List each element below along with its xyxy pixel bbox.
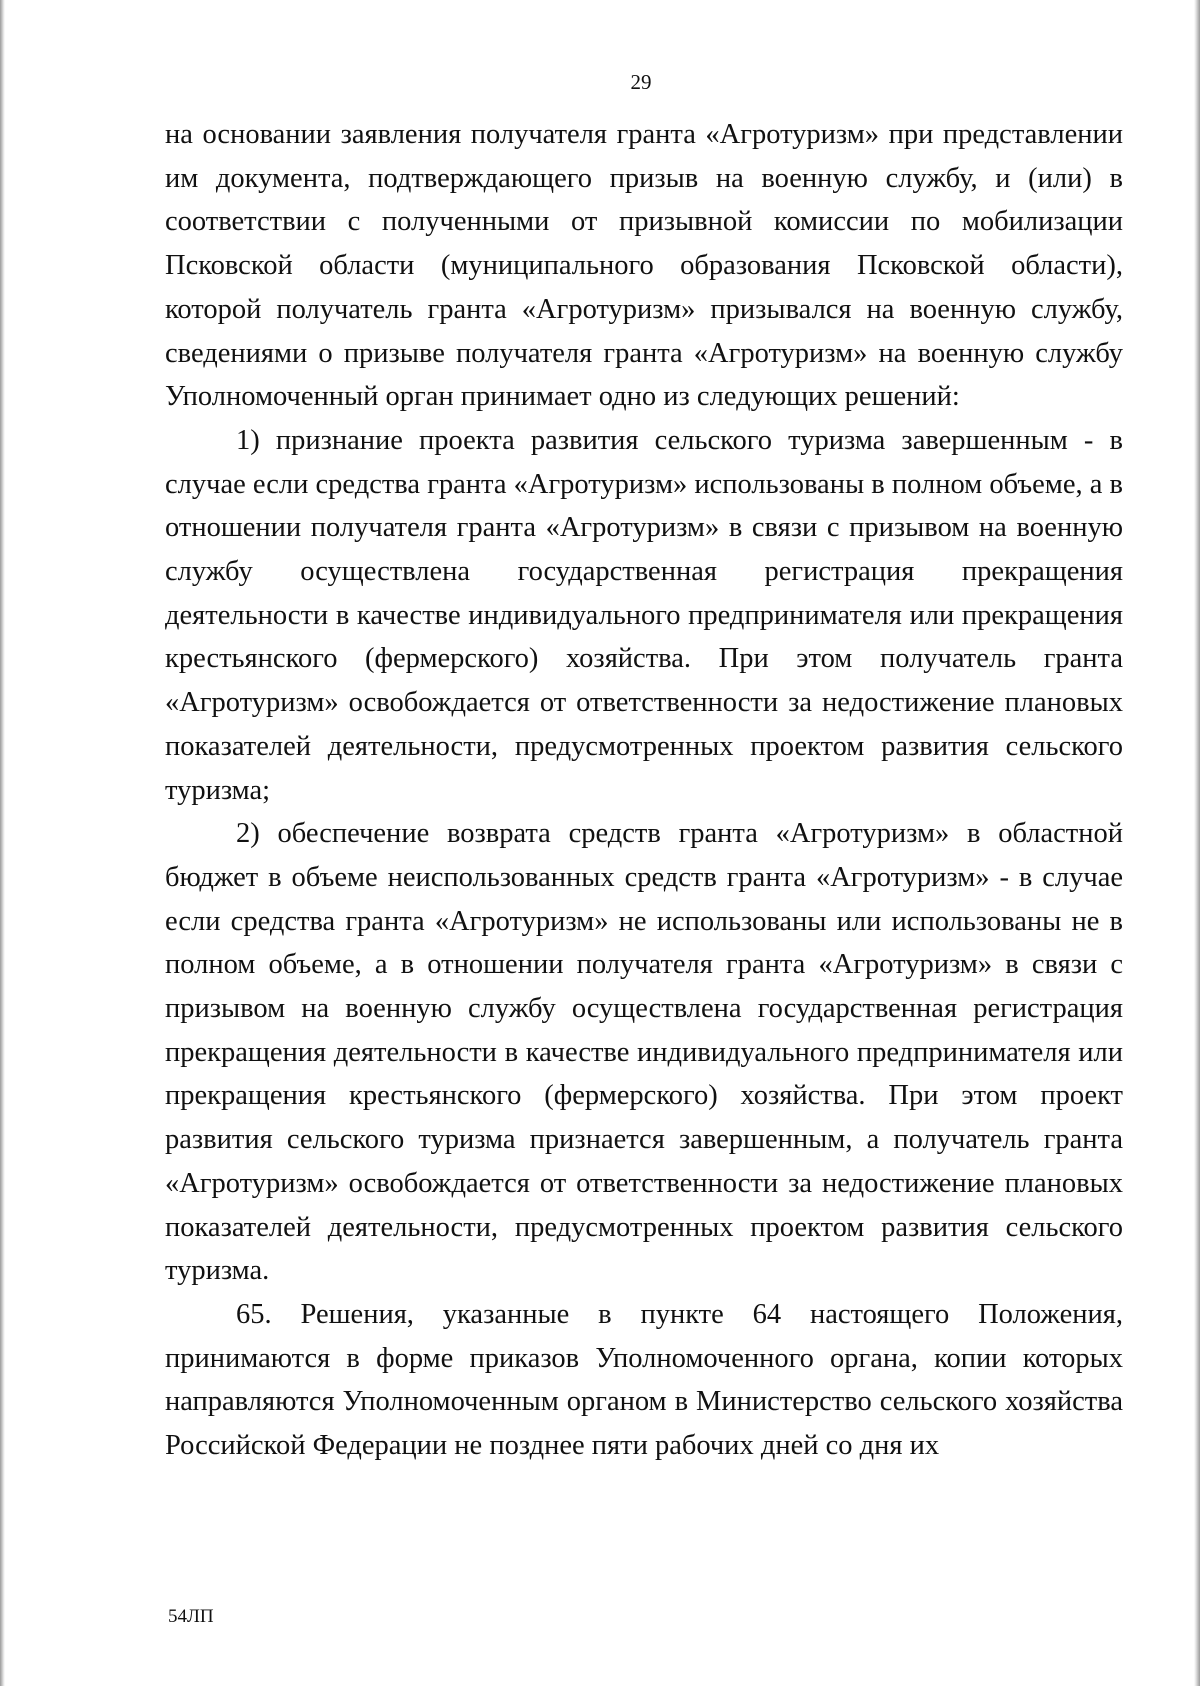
document-body (165, 113, 1123, 1468)
footer-document-code: 54ЛП (168, 1606, 214, 1627)
scan-edge-left (0, 0, 5, 1686)
paragraph-item-1: 1) признание проекта развития сельского туризма завершенным - в случае если средства гранта «Агротуризм» использованы в полном объеме, а в отношении получателя гранта «Агротуризм» в связи с призывом на военную службу осуществлена государственная регистрация прекращения деятельности в качестве индивидуального предпринимателя или прекращения крестьянского (фермерского) хозяйства. При этом получатель гранта «Агротуризм» освобождается от ответственности за недостижение плановых показателей деятельности, предусмотренных проектом развития сельского туризма; (165, 424, 1123, 806)
paragraph-item-2: 2) обеспечение возврата средств гранта «Агротуризм» в областной бюджет в объеме неиспользованных средств гранта «Агротуризм» - в случае если средства гранта «Агротуризм» не использованы или использованы не в полном объеме, а в отношении получателя гранта «Агротуризм» в связи с призывом на военную службу осуществлена государственная регистрация прекращения деятельности в качестве индивидуального предпринимателя или прекращения крестьянского (фермерского) хозяйства. При этом проект развития сельского туризма признается завершенным, а получатель гранта «Агротуризм» освобождается от ответственности за недостижение плановых показателей деятельности, предусмотренных проектом развития сельского туризма. (165, 818, 1123, 1287)
paragraph-clause-65: 65. Решения, указанные в пункте 64 настоящего Положения, принимаются в форме приказов Уполномоченного органа, копии которых направляются Уполномоченным органом в Министерство сельского хозяйства Российской Федерации не позднее пяти рабочих дней со дня их (165, 1298, 1123, 1462)
page-number: 29 (630, 70, 652, 94)
scan-edge-right (1194, 0, 1200, 1686)
paragraph-continuation: на основании заявления получателя гранта «Агротуризм» при представлении им документа, подтверждающего призыв на военную службу, и (или) в соответствии с полученными от призывной комиссии по мобилизации Псковской области (муниципального образования Псковской области), которой получатель гранта «Агротуризм» призывался на военную службу, сведениями о призыве получателя гранта «Агротуризм» на военную службу Уполномоченный орган принимает одно из следующих решений: (165, 119, 1123, 413)
